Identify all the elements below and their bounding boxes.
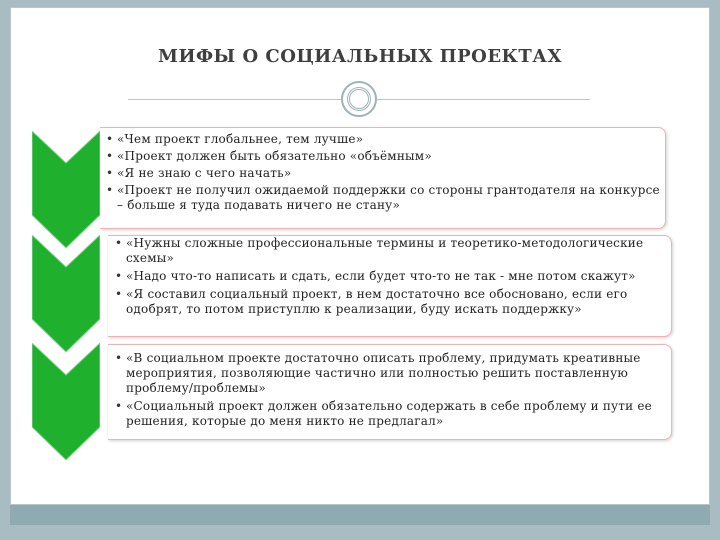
title-rule-right	[377, 99, 590, 100]
myth-box-3	[108, 344, 672, 440]
list-item: • «Надо что-то написать и сдать, если будет что-то не так - мне потом скажут»	[111, 269, 667, 284]
myth-box-2	[108, 235, 672, 337]
frame-top	[0, 0, 720, 7]
frame-right	[710, 0, 720, 540]
slide-title: МИФЫ О СОЦИАЛЬНЫХ ПРОЕКТАХ	[158, 46, 562, 67]
list-item: • «Проект не получил ожидаемой поддержки со стороны грантодателя на конкурсе – больше я туда подавать ничего не стану»	[102, 183, 661, 213]
title-rule-left	[128, 99, 341, 100]
list-item: • «Социальный проект должен обязательно содержать в себе проблему и пути ее решения, которые до меня никто не предлагал»	[111, 399, 667, 429]
chevron-arrow-icon-2	[32, 235, 100, 352]
circle-ornament-icon	[341, 81, 377, 117]
chevron-arrow-icon-3	[32, 343, 100, 460]
footer-bar	[10, 505, 710, 525]
frame-left	[0, 0, 10, 540]
myth-list-1	[102, 132, 661, 213]
list-item: • «Я составил социальный проект, в нем достаточно все обосновано, если его одобрят, то потом приступлю к реализации, буду искать поддержку»	[111, 287, 667, 317]
myth-box-1	[100, 127, 666, 229]
list-item: • «Проект должен быть обязательно «объёмным»	[102, 149, 661, 164]
list-item: • «Чем проект глобальнее, тем лучше»	[102, 132, 661, 147]
myth-list-3	[111, 351, 667, 429]
list-item: • «В социальном проекте достаточно описать проблему, придумать креативные мероприятия, позволяющие частично или полностью решить поставленную проблему/проблемы»	[111, 351, 667, 396]
frame-bottom	[0, 525, 720, 540]
list-item: • «Я не знаю с чего начать»	[102, 166, 661, 181]
chevron-arrow-icon-1	[32, 131, 100, 248]
myth-list-2	[111, 236, 667, 317]
list-item: • «Нужны сложные профессиональные термины и теоретико-методологические схемы»	[111, 236, 667, 266]
